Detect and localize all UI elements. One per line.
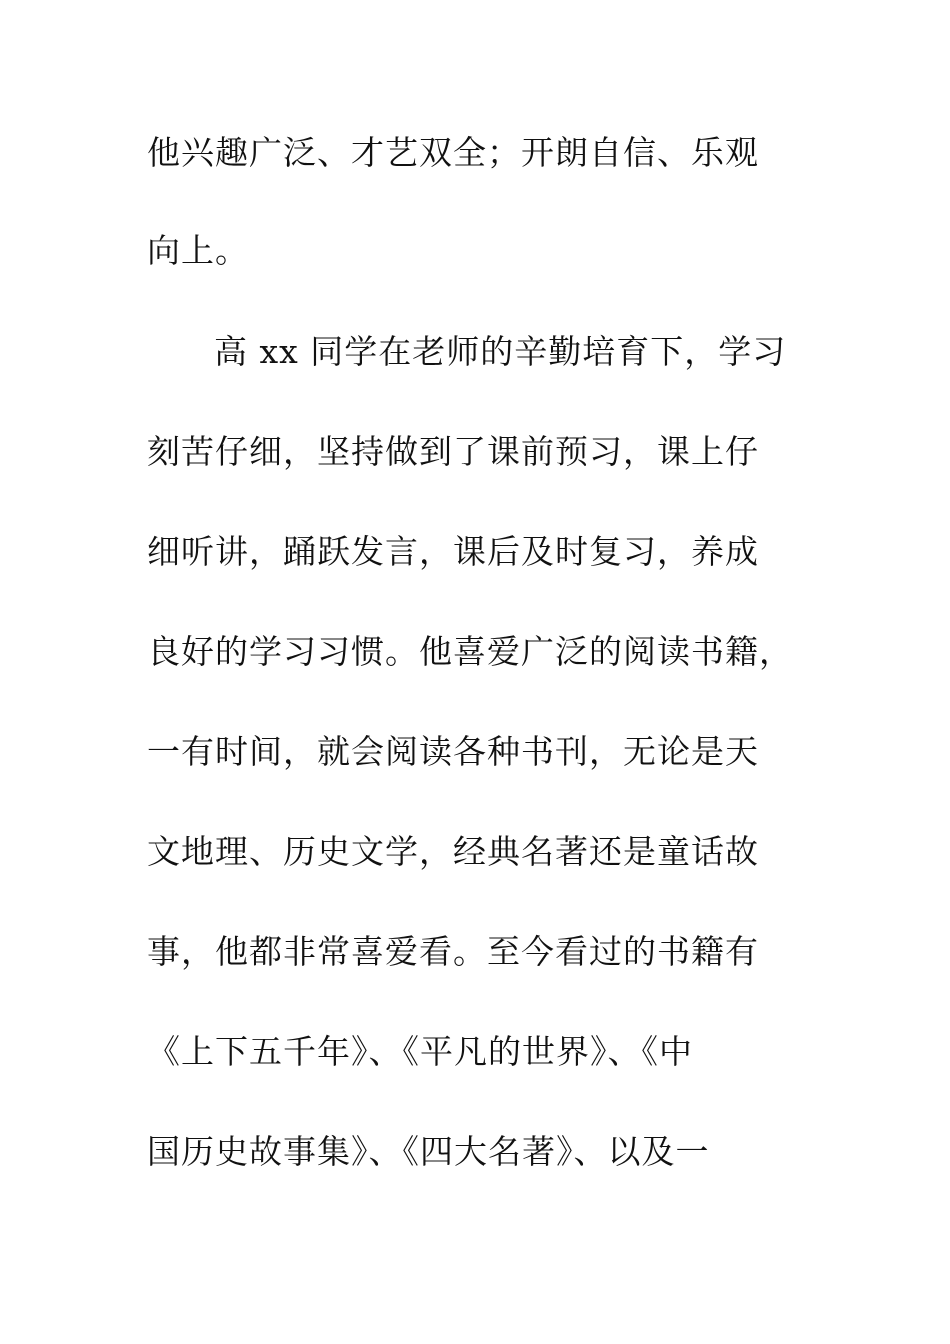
paragraph-2-line-4: 良好的学习习惯。他喜爱广泛的阅读书籍， <box>147 632 793 671</box>
paragraph-2-line-5: 一有时间，就会阅读各种书刊，无论是天 <box>147 732 759 771</box>
paragraph-2-line-3: 细听讲，踊跃发言，课后及时复习，养成 <box>147 532 759 571</box>
paragraph-2-line-2: 刻苦仔细，坚持做到了课前预习，课上仔 <box>147 432 759 471</box>
paragraph-1-line-1: 他兴趣广泛、才艺双全；开朗自信、乐观 <box>147 133 759 172</box>
paragraph-2-line-7: 事，他都非常喜爱看。至今看过的书籍有 <box>147 932 759 971</box>
paragraph-2-line-6: 文地理、历史文学，经典名著还是童话故 <box>147 832 759 871</box>
paragraph-2-line-9: 国历史故事集》、《四大名著》、以及一 <box>147 1132 710 1171</box>
paragraph-1-line-2: 向上。 <box>147 231 249 270</box>
paragraph-2-line-1: 高 xx 同学在老师的辛勤培育下，学习 <box>214 332 787 371</box>
paragraph-2-line-8: 《上下五千年》、《平凡的世界》、《中 <box>147 1032 693 1071</box>
